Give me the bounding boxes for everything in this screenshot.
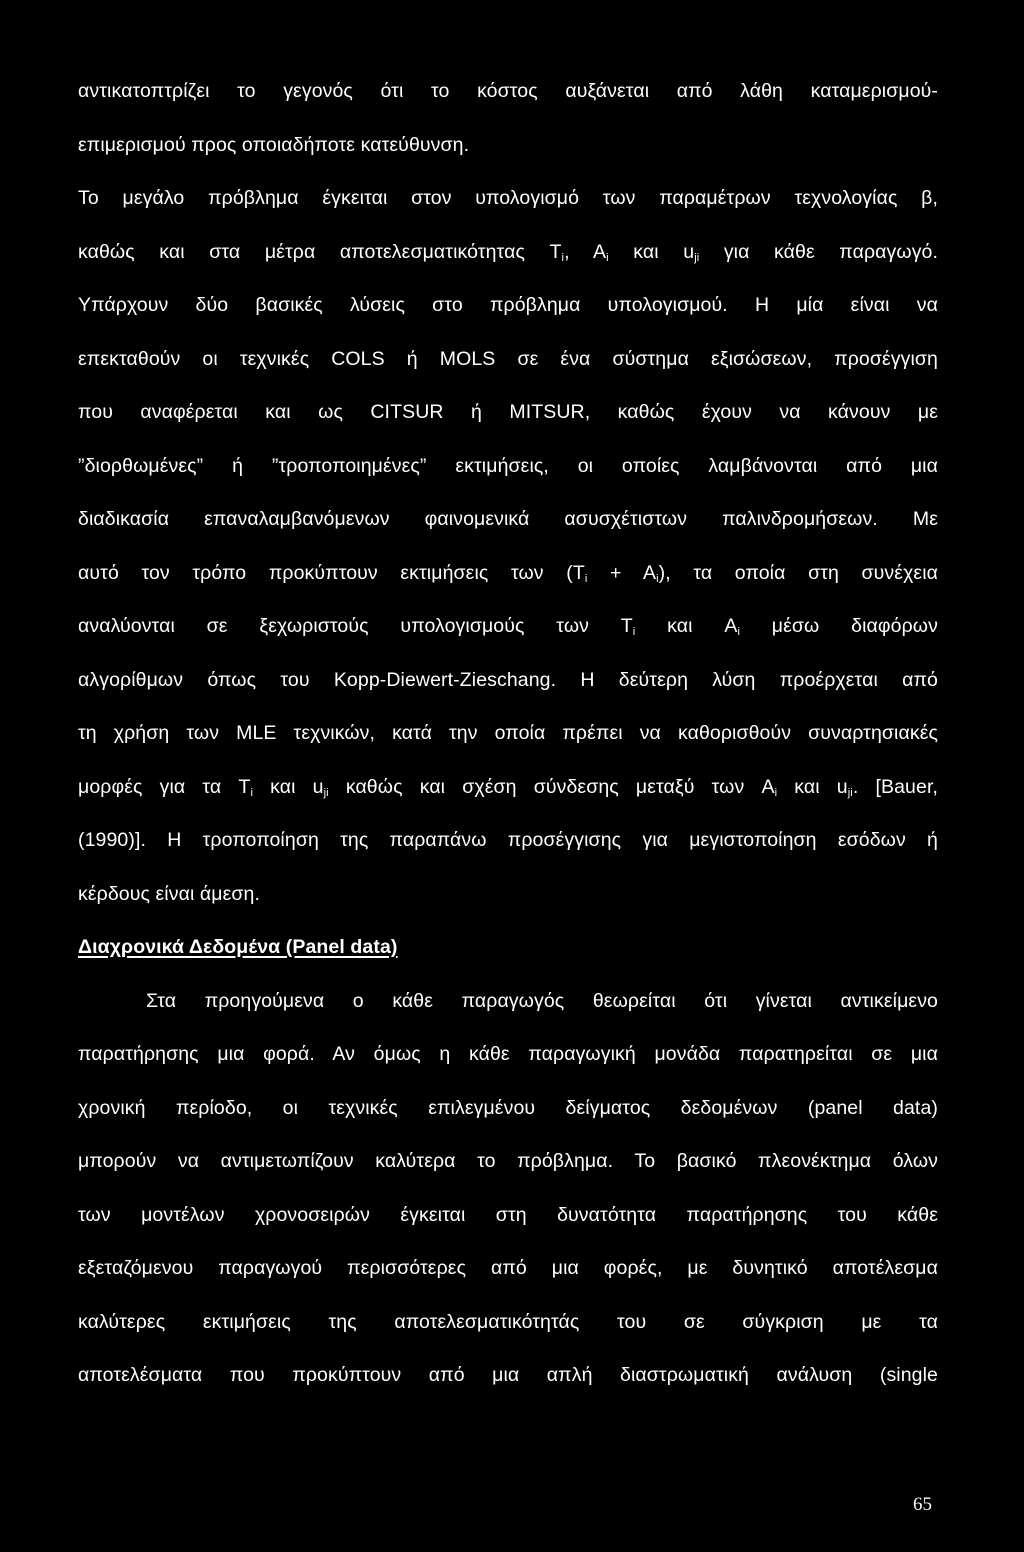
page-number: 65 [913, 1494, 932, 1515]
text-fragment: καθώς και σχέση σύνδεσης μεταξύ των A [328, 775, 775, 798]
text-line: παρατήρησης μια φορά. Αν όμως η κάθε παραγωγική μονάδα παρατηρείται σε μια [78, 1043, 938, 1065]
text-line: Το μεγάλο πρόβλημα έγκειται στον υπολογισμό των παραμέτρων τεχνολογίας β, [78, 187, 938, 209]
text-fragment: για κάθε παραγωγό. [699, 240, 939, 263]
text-line [78, 233, 938, 287]
subscript: i [774, 786, 778, 799]
text-line: επιμερισμού προς οποιαδήποτε κατεύθυνση. [78, 133, 470, 156]
text-line: κέρδους είναι άμεση. [78, 882, 261, 905]
text-fragment: , A [564, 240, 607, 263]
text-line: εξεταζόμενου παραγωγού περισσότερες από μια φορές, με δυνητικό αποτέλεσμα [78, 1257, 938, 1279]
text-line: μπορούν να αντιμετωπίζουν καλύτερα το πρόβλημα. Το βασικό πλεονέκτημα όλων [78, 1150, 938, 1172]
text-fragment: και u [608, 240, 695, 263]
text-line: ”διορθωμένες” ή ”τροποποιημένες” εκτιμήσεις, οι οποίες λαμβάνονται από μια [78, 454, 938, 477]
text-fragment: ), τα οποία στη συνέχεια [658, 561, 939, 584]
text-fragment: μορφές για τα T [78, 775, 251, 798]
text-line [78, 554, 938, 608]
text-line: χρονική περίοδο, οι τεχνικές επιλεγμένου δείγματος δεδομένων (panel data) [78, 1096, 938, 1119]
subscript: i [737, 626, 740, 638]
text-line: Υπάρχουν δύο βασικές λύσεις στο πρόβλημα υπολογισμού. Η μία είναι να [78, 294, 938, 316]
text-fragment: μέσω διαφόρων [740, 615, 938, 637]
subscript: ji [847, 786, 853, 799]
text-fragment: αυτό τον τρόπο προκύπτουν εκτιμήσεις των (T [78, 561, 585, 584]
text-fragment: καθώς και στα μέτρα αποτελεσματικότητας T [78, 240, 562, 263]
subscript: i [606, 251, 609, 264]
text-line: Στα προηγούμενα ο κάθε παραγωγός θεωρείται ότι γίνεται αντικείμενο [146, 989, 938, 1012]
subscript: ji [694, 251, 700, 264]
text-line: τη χρήση των MLE τεχνικών, κατά την οποία πρέπει να καθορισθούν συναρτησιακές [78, 722, 938, 744]
subscript: i [632, 626, 636, 638]
text-line [78, 768, 938, 822]
subscript: ji [323, 786, 329, 799]
text-fragment: . [Bauer, [852, 775, 938, 798]
text-fragment: και A [635, 615, 738, 637]
text-line: (1990)]. Η τροποποίηση της παραπάνω προσέγγισης για μεγιστοποίηση εσόδων ή [78, 829, 938, 851]
text-line: διαδικασία επαναλαμβανόμενων φαινομενικά ασυσχέτιστων παλινδρομήσεων. Με [78, 508, 938, 530]
text-line: των μοντέλων χρονοσειρών έγκειται στη δυνατότητα παρατήρησης του κάθε [78, 1203, 938, 1226]
text-line: αποτελέσματα που προκύπτουν από μια απλή διαστρωματική ανάλυση (single [78, 1364, 938, 1386]
subscript: i [656, 572, 659, 585]
text-line: επεκταθούν οι τεχνικές COLS ή MOLS σε ένα σύστημα εξισώσεων, προσέγγιση [78, 347, 938, 370]
text-fragment: αναλύονται σε ξεχωριστούς υπολογισμούς των T [78, 615, 633, 637]
text-fragment: και u [253, 775, 324, 798]
document-page [78, 72, 938, 1410]
text-line [78, 607, 938, 661]
text-line: που αναφέρεται και ως CITSUR ή MITSUR, καθώς έχουν να κάνουν με [78, 401, 938, 423]
text-line: καλύτερες εκτιμήσεις της αποτελεσματικότητάς του σε σύγκριση με τα [78, 1310, 938, 1333]
subscript: i [250, 786, 253, 799]
text-line: αλγορίθμων όπως του Kopp-Diewert-Zieschang. Η δεύτερη λύση προέρχεται από [78, 668, 938, 691]
text-fragment: και u [777, 775, 848, 798]
text-fragment: + A [587, 561, 657, 584]
subscript: i [584, 572, 588, 585]
text-line: αντικατοπτρίζει το γεγονός ότι το κόστος αυξάνεται από λάθη καταμερισμού- [78, 80, 938, 102]
section-heading: Διαχρονικά Δεδομένα (Panel data) [78, 936, 398, 958]
subscript: i [561, 251, 565, 264]
